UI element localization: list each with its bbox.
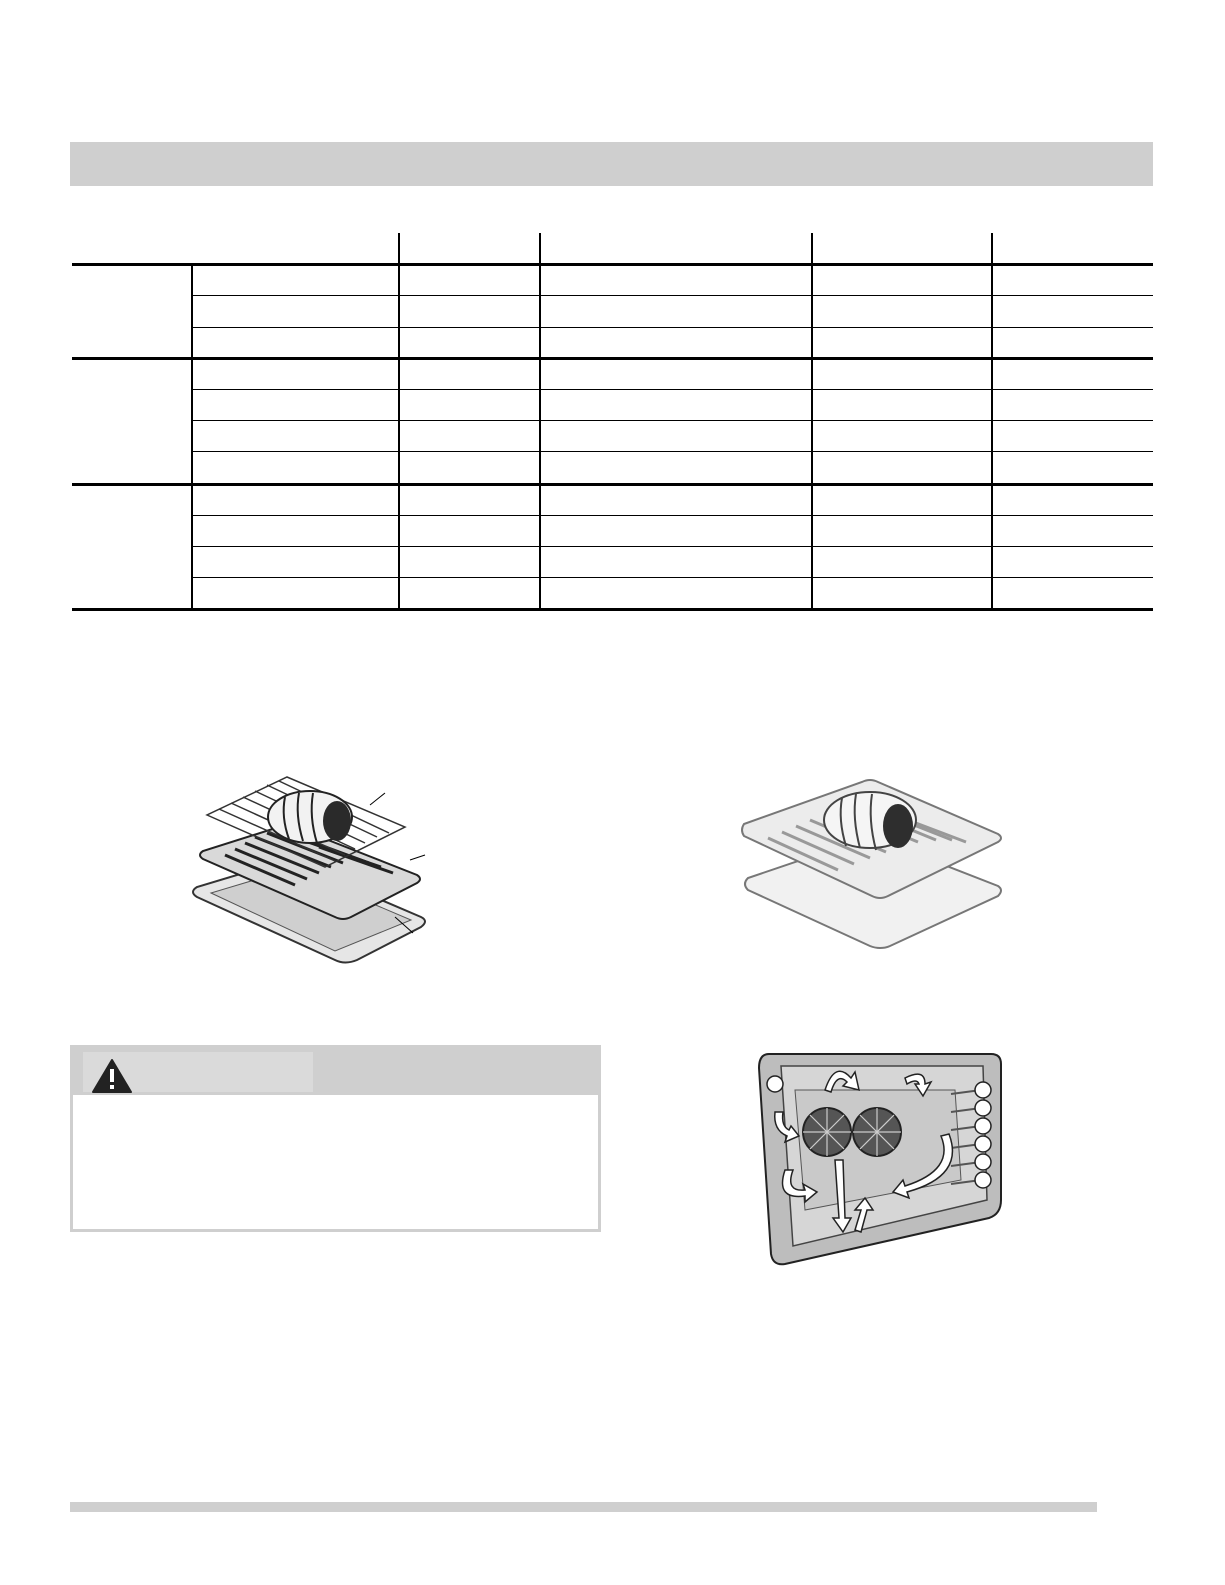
warning-box (70, 1045, 601, 1232)
header-divider (539, 233, 541, 263)
footer-bar (70, 1502, 1097, 1512)
broil-pan-rack-illustration (185, 755, 445, 980)
cooking-table (0, 0, 1225, 640)
column-divider (539, 266, 541, 608)
column-divider (991, 266, 993, 608)
table-rule (192, 577, 1153, 578)
table-rule (192, 515, 1153, 516)
column-divider (191, 266, 193, 608)
table-rule (192, 295, 1153, 296)
header-divider (811, 233, 813, 263)
fan-icon (803, 1108, 851, 1156)
table-rule (192, 546, 1153, 547)
column-divider (398, 266, 400, 608)
convection-oven-illustration (755, 1050, 1015, 1270)
header-divider (991, 233, 993, 263)
table-rule (192, 420, 1153, 421)
warning-label (83, 1052, 313, 1092)
header-divider (398, 233, 400, 263)
fan-icon (853, 1108, 901, 1156)
table-rule (192, 327, 1153, 328)
table-rule-heavy (72, 608, 1153, 611)
broil-pan-illustration (740, 760, 1010, 960)
warning-header (73, 1048, 598, 1095)
table-rule (192, 451, 1153, 452)
table-rule (192, 389, 1153, 390)
warning-triangle-icon (91, 1058, 133, 1094)
column-divider (811, 266, 813, 608)
